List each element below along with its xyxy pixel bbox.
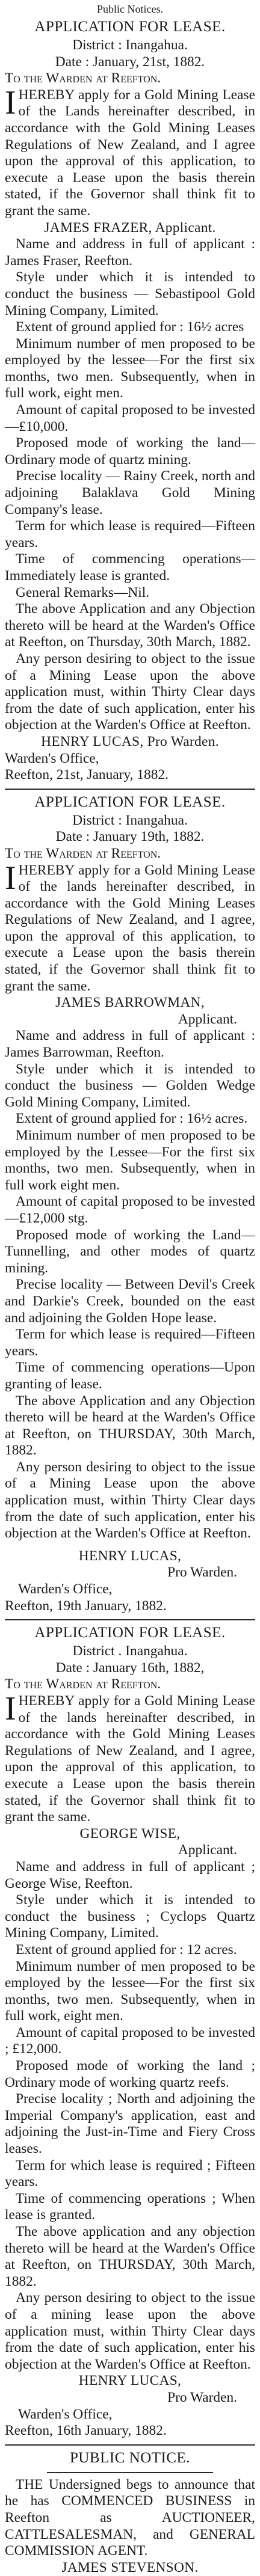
notice-title: APPLICATION FOR LEASE. bbox=[34, 793, 226, 810]
public-notice bbox=[5, 2449, 255, 2576]
notice-style: Style under which it is intended to conduct the business — Sebastipool Gold Mining Company, Limited. bbox=[5, 269, 255, 319]
notice-applicant-role: Applicant. bbox=[178, 1842, 237, 1858]
notice-body bbox=[5, 859, 255, 995]
notice-miners: Minimum number of men proposed to be employed by the Lessee—For the first six months, two men. Subsequently, when in full work eight men. bbox=[5, 1128, 255, 1193]
notice-extent: Extent of ground applied for : 16½ acres. bbox=[16, 1111, 248, 1127]
notice-objection: Any person desiring to object to the issue of a mining lease upon the above application must, within Thirty Clear days from the date of such application, enter his objection at the Warden's Office at Reefton. bbox=[5, 2290, 255, 2372]
notice-mode: Proposed mode of working the Land—Tunnelling, and other modes of quartz mining. bbox=[5, 1227, 255, 1276]
notice-district: District . Inangahua. bbox=[72, 1643, 188, 1659]
notice-style: Style under which it is intended to conduct the business ; Cyclops Quartz Mining Company, Limited. bbox=[5, 1892, 255, 1941]
running-head: Public Notices. bbox=[97, 3, 163, 15]
notice-applicant: JAMES FRAZER, Applicant. bbox=[44, 219, 216, 236]
spacer bbox=[5, 1542, 255, 1548]
notice-district: District : Inangahua. bbox=[72, 812, 188, 828]
notice-capital: Amount of capital proposed to be invested—£10,000. bbox=[5, 402, 255, 435]
notice-applicant: GEORGE WISE, bbox=[79, 1825, 181, 1842]
notice-capital: Amount of capital proposed to be invested—£12,000 stg. bbox=[5, 1194, 255, 1226]
notice-district: District : Inangahua. bbox=[72, 37, 188, 53]
notice-warden: HENRY LUCAS, Pro Warden. bbox=[41, 733, 219, 749]
notice-term: Term for which lease is required—Fifteen years. bbox=[5, 1326, 255, 1359]
notice-commencing: Time of commencing operations ; When lease is granted. bbox=[5, 2190, 255, 2223]
notice-warden: HENRY LUCAS, bbox=[78, 2373, 182, 2389]
notice-locality: Precise locality — Between Devil's Creek and Darkie's Creek, bounded on the east and adjoining the Golden Hope lease. bbox=[5, 1277, 255, 1326]
notice-frazer bbox=[5, 18, 255, 784]
public-notice-body: THE Undersigned begs to announce that he has COMMENCED BUSINESS in Reefton as AUCTIONEER, CATTLESALESMAN, and GENERAL COMMISSION AGENT. bbox=[5, 2476, 255, 2559]
notice-name-address: Name and address in full of applicant ; George Wise, Reefton. bbox=[5, 1858, 255, 1891]
notice-term: Term for which lease is required ; Fifteen years. bbox=[5, 2157, 255, 2190]
notice-addressee: To the Warden at Reefton. bbox=[5, 845, 161, 861]
drop-cap: I bbox=[5, 84, 16, 121]
notice-hearing: The above Application and any Objection thereto will be heard at the Warden's Office at Reefton, on Thursday, 30th March, 1882. bbox=[5, 601, 255, 650]
notice-addressee: To the Warden at Reefton. bbox=[5, 70, 161, 87]
notice-applicant-role: Applicant. bbox=[178, 1011, 237, 1027]
title-rule bbox=[47, 2472, 213, 2473]
notice-date: Date : January, 21st, 1882. bbox=[55, 53, 205, 70]
notice-term: Term for which lease is required—Fifteen years. bbox=[5, 518, 255, 551]
notice-warden: HENRY LUCAS, bbox=[78, 1548, 182, 1564]
notice-dateline: Reefton, 16th January, 1882. bbox=[5, 2423, 167, 2439]
notice-name-address: Name and address in full of applicant : James Barrowman, Reefton. bbox=[5, 1028, 255, 1061]
notice-warden-role: Pro Warden. bbox=[167, 2389, 237, 2405]
notice-objection: Any person desiring to object to the issue of a Mining Lease upon the above application must, within Thirty Clear days from the date of such application, enter his objection at the Warden's Office at Reefton. bbox=[5, 650, 255, 733]
notice-office: Warden's Office, bbox=[5, 750, 99, 766]
notice-capital: Amount of capital proposed to be invested ; £12,000. bbox=[5, 2024, 255, 2057]
notice-office: Warden's Office, bbox=[18, 1581, 113, 1598]
drop-cap: I bbox=[5, 1690, 16, 1727]
notice-commencing: Time of commencing operations—Upon granting of lease. bbox=[5, 1360, 255, 1392]
notice-body-text: HEREBY apply for a Gold Mining Lease of the Lands hereinafter described, in accordance with the Gold Mining Leases Regulations of New Zealand, and I agree upon the approval of this application, to execute a Lease upon the basis therein stated, if the Governor shall think fit to grant the same. bbox=[5, 87, 255, 219]
notice-body bbox=[5, 1690, 255, 1826]
notice-mode: Proposed mode of working the land—Ordinary mode of quartz mining. bbox=[5, 435, 255, 468]
notice-applicant: JAMES BARROWMAN, bbox=[55, 995, 205, 1011]
notice-commencing: Time of commencing operations—Immediately lease is granted. bbox=[5, 551, 255, 584]
notice-extent: Extent of ground applied for : 16½ acres bbox=[16, 319, 244, 335]
notice-office: Warden's Office, bbox=[18, 2406, 113, 2422]
notice-locality: Precise locality — Rainy Creek, north and adjoining Balaklava Gold Mining Company's lease. bbox=[5, 468, 255, 517]
notice-mode: Proposed mode of working the land ; Ordinary mode of working quartz reefs. bbox=[5, 2058, 255, 2090]
drop-cap: I bbox=[5, 859, 16, 897]
notice-addressee: To the Warden at Reefton. bbox=[5, 1676, 161, 1692]
notice-date: Date : January 19th, 1882. bbox=[55, 829, 205, 845]
public-notice-signature: JAMES STEVENSON. bbox=[61, 2559, 199, 2575]
notice-extent: Extent of ground applied for : 12 acres. bbox=[16, 1941, 237, 1958]
notice-title: APPLICATION FOR LEASE. bbox=[34, 19, 226, 35]
notice-date: Date : January 16th, 1882, bbox=[55, 1659, 205, 1676]
notice-hearing: The above Application and any Objection thereto will be heard at the Warden's Office at Reefton, on THURSDAY, 30th March, 1882. bbox=[5, 1393, 255, 1459]
notice-miners: Minimum number of men proposed to be employed by the lessee—For the first six months, two men. Subsequently, when in full work, eight men. bbox=[5, 1958, 255, 2024]
column-divider bbox=[5, 1619, 255, 1620]
notice-warden-role: Pro Warden. bbox=[167, 1564, 237, 1581]
notice-name-address: Name and address in full of applicant : James Fraser, Reefton. bbox=[5, 236, 255, 269]
notice-remarks: General Remarks—Nil. bbox=[16, 584, 150, 600]
notice-body bbox=[5, 84, 255, 220]
column-divider bbox=[5, 2444, 255, 2446]
notice-dateline: Reefton, 19th January, 1882. bbox=[5, 1598, 167, 1614]
notice-body-text: HEREBY apply for a Gold Mining Lease of the lands hereinafter described, in accordance with the Gold Mining Leases Regulations of New Zealand, and I agree, upon the approval of this application, to execute a Lease upon the basis therein stated, if the Governor shall think fit to grant the same. bbox=[5, 862, 255, 994]
notice-style: Style under which it is intended to conduct the business — Golden Wedge Gold Mining Company, Limited. bbox=[5, 1061, 255, 1110]
notice-title: APPLICATION FOR LEASE. bbox=[34, 1625, 226, 1641]
notice-wise bbox=[5, 1624, 255, 2440]
notice-locality: Precise locality ; North and adjoining the Imperial Company's application, east and adjoining the Just-in-Time and Fiery Cross leases. bbox=[5, 2091, 255, 2157]
public-notice-title: PUBLIC NOTICE. bbox=[69, 2449, 191, 2466]
notice-hearing: The above application and any objection thereto will be heard at the Warden's Office at Reefton, on THURSDAY, 30th March, 1882. bbox=[5, 2224, 255, 2289]
notice-objection: Any person desiring to object to the issue of a Mining Lease upon the above application must, within Thirty Clear days from the date of such application, enter his objection at the Warden's Office at Reefton. bbox=[5, 1459, 255, 1542]
notice-barrowman bbox=[5, 793, 255, 1615]
column-divider bbox=[5, 789, 255, 790]
notice-miners: Minimum number of men proposed to be employed by the lessee—For the first six months, two men. Subsequently, when in full work, eight men. bbox=[5, 335, 255, 401]
notice-body-text: HEREBY apply for a Gold Mining Lease of the lands hereinafter described, in accordance with the Gold Mining Leases Regulations of New Zealand, and I agree, upon the approval of this application, to execute a Lease upon the basis therein stated, if the Governor shall think fit to grant the same. bbox=[5, 1693, 255, 1825]
notice-dateline: Reefton, 21st, January, 1882. bbox=[5, 767, 169, 783]
